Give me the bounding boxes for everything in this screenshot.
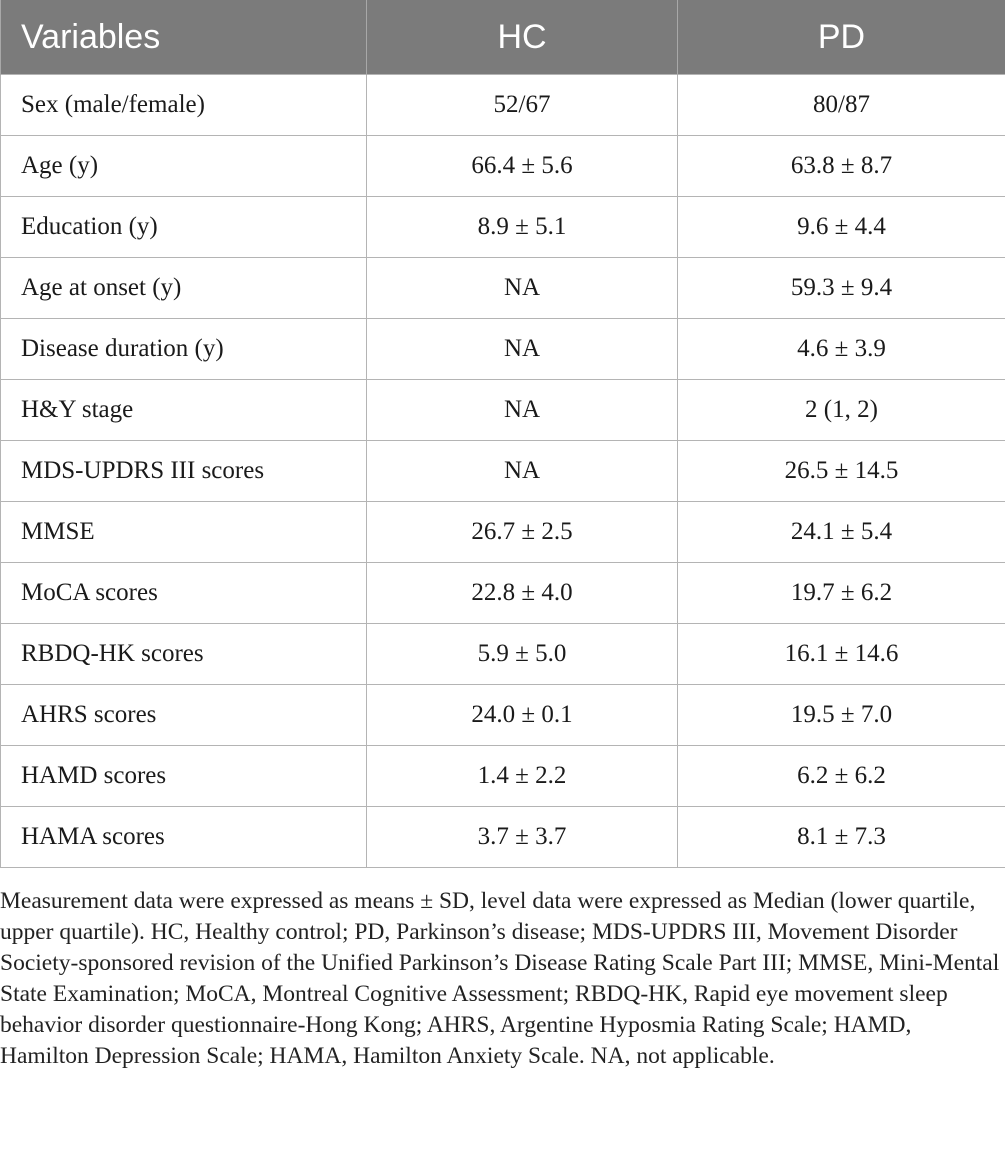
column-header-pd: PD [678, 0, 1005, 75]
hc-value: NA [367, 380, 678, 441]
table-row [1, 563, 1005, 624]
table-row [1, 136, 1005, 197]
pd-value: 63.8 ± 8.7 [678, 136, 1005, 197]
table-row [1, 441, 1005, 502]
table-row [1, 258, 1005, 319]
header-row [1, 0, 1005, 75]
table-row [1, 319, 1005, 380]
row-label: MMSE [1, 502, 367, 563]
row-label: Age (y) [1, 136, 367, 197]
table-row [1, 807, 1005, 868]
column-header-variables: Variables [1, 0, 367, 75]
pd-value: 8.1 ± 7.3 [678, 807, 1005, 868]
hc-value: 52/67 [367, 75, 678, 136]
row-label: HAMD scores [1, 746, 367, 807]
table-body [1, 75, 1005, 868]
pd-value: 4.6 ± 3.9 [678, 319, 1005, 380]
table-row [1, 624, 1005, 685]
table-row [1, 197, 1005, 258]
table-row [1, 685, 1005, 746]
row-label: Education (y) [1, 197, 367, 258]
pd-value: 9.6 ± 4.4 [678, 197, 1005, 258]
row-label: AHRS scores [1, 685, 367, 746]
table-row [1, 75, 1005, 136]
table-footnote: Measurement data were expressed as means ± SD, level data were expressed as Median (lower quartile, upper quartile). HC, Healthy control; PD, Parkinson’s disease; MDS-UPDRS III, Movement Disorder Society-sponsored revision of the Unified Parkinson’s Disease Rating Scale Part III; MMSE, Mini-Mental State Examination; MoCA, Montreal Cognitive Assessment; RBDQ-HK, Rapid eye movement sleep behavior disorder questionnaire-Hong Kong; AHRS, Argentine Hyposmia Rating Scale; HAMD, Hamilton Depression Scale; HAMA, Hamilton Anxiety Scale. NA, not applicable. [0, 888, 1000, 1069]
table-row [1, 502, 1005, 563]
column-header-hc: HC [367, 0, 678, 75]
hc-value: NA [367, 319, 678, 380]
table-row [1, 746, 1005, 807]
hc-value: 1.4 ± 2.2 [367, 746, 678, 807]
pd-value: 19.5 ± 7.0 [678, 685, 1005, 746]
row-label: MoCA scores [1, 563, 367, 624]
row-label: Disease duration (y) [1, 319, 367, 380]
hc-value: 8.9 ± 5.1 [367, 197, 678, 258]
pd-value: 26.5 ± 14.5 [678, 441, 1005, 502]
pd-value: 80/87 [678, 75, 1005, 136]
hc-value: 3.7 ± 3.7 [367, 807, 678, 868]
pd-value: 16.1 ± 14.6 [678, 624, 1005, 685]
row-label: HAMA scores [1, 807, 367, 868]
hc-value: NA [367, 441, 678, 502]
row-label: RBDQ-HK scores [1, 624, 367, 685]
hc-value: 22.8 ± 4.0 [367, 563, 678, 624]
row-label: MDS-UPDRS III scores [1, 441, 367, 502]
table-row [1, 380, 1005, 441]
table-header [1, 0, 1005, 75]
hc-value: 66.4 ± 5.6 [367, 136, 678, 197]
row-label: Sex (male/female) [1, 75, 367, 136]
pd-value: 6.2 ± 6.2 [678, 746, 1005, 807]
hc-value: 26.7 ± 2.5 [367, 502, 678, 563]
hc-value: 24.0 ± 0.1 [367, 685, 678, 746]
row-label: H&Y stage [1, 380, 367, 441]
pd-value: 24.1 ± 5.4 [678, 502, 1005, 563]
pd-value: 2 (1, 2) [678, 380, 1005, 441]
pd-value: 19.7 ± 6.2 [678, 563, 1005, 624]
hc-value: 5.9 ± 5.0 [367, 624, 678, 685]
pd-value: 59.3 ± 9.4 [678, 258, 1005, 319]
row-label: Age at onset (y) [1, 258, 367, 319]
hc-value: NA [367, 258, 678, 319]
